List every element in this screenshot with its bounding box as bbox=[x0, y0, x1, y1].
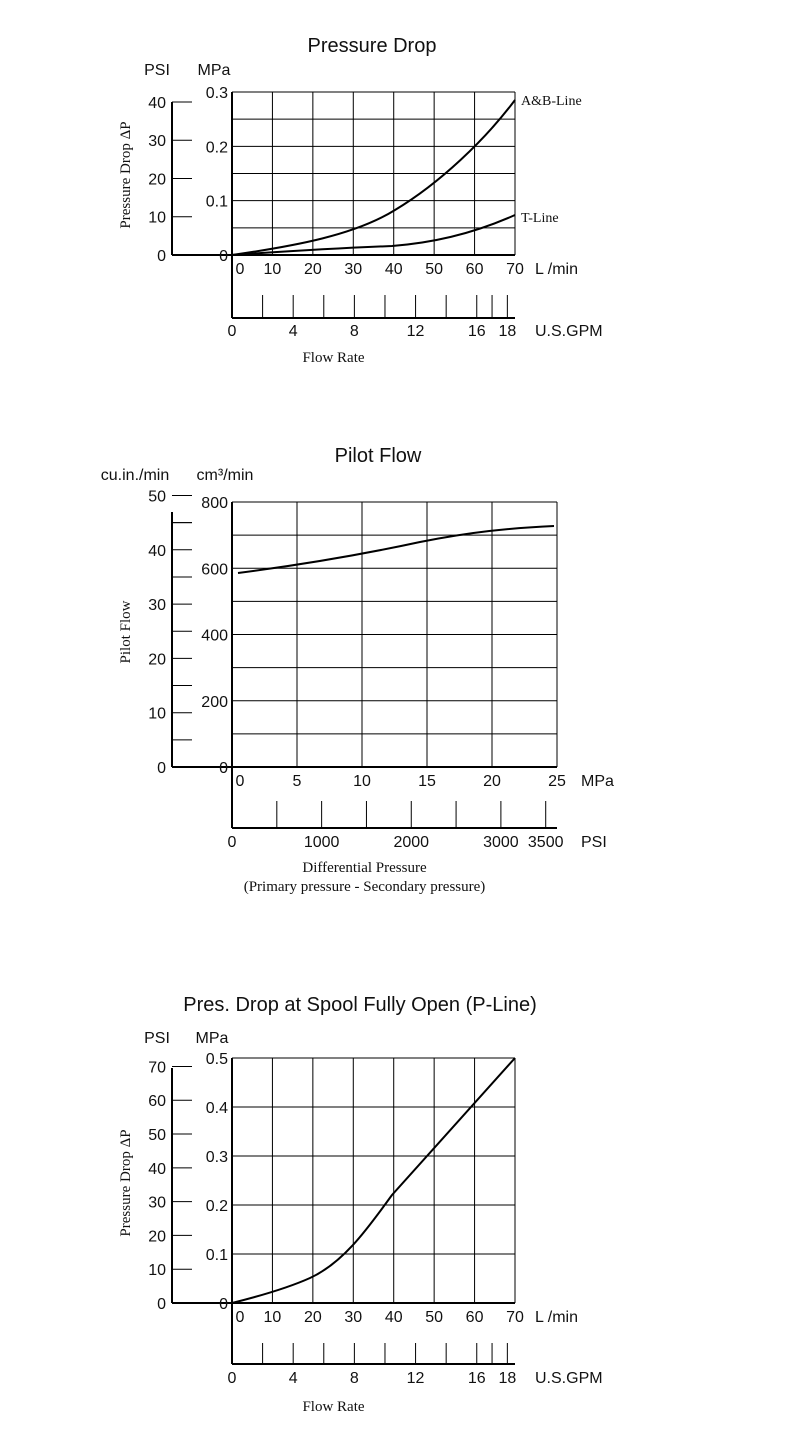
y-left-tick-label: 50 bbox=[148, 488, 166, 506]
y-tick-label: 0.4 bbox=[205, 1100, 228, 1117]
x-tick-label: 25 bbox=[548, 773, 566, 790]
y-axis-title: Pressure Drop ΔP bbox=[118, 121, 134, 229]
y-left-tick-label: 20 bbox=[148, 651, 166, 669]
x-tick-label: 60 bbox=[465, 1309, 484, 1326]
x-tick-label: 20 bbox=[483, 773, 501, 790]
y-unit-right: MPa bbox=[197, 62, 231, 79]
y-tick-label: 0.2 bbox=[205, 139, 228, 157]
x-axis-subtitle: (Primary pressure - Secondary pressure) bbox=[243, 879, 486, 895]
chart-title: Pilot Flow bbox=[334, 445, 422, 467]
y-left-tick-label: 70 bbox=[148, 1059, 166, 1077]
x-tick-label: 50 bbox=[425, 261, 444, 278]
y-left-tick-label: 20 bbox=[148, 1228, 166, 1246]
series-line-1 bbox=[232, 1058, 515, 1303]
x-unit-primary: L /min bbox=[535, 261, 578, 278]
x-tick-label: 70 bbox=[506, 261, 524, 278]
x-secondary-tick-label: 12 bbox=[406, 323, 425, 340]
y-tick-label: 800 bbox=[201, 495, 228, 512]
y-left-tick-label: 40 bbox=[148, 542, 166, 560]
y-tick-label: 0 bbox=[219, 248, 228, 265]
x-secondary-tick-label: 0 bbox=[227, 834, 237, 851]
x-secondary-tick-label: 2000 bbox=[393, 834, 430, 851]
y-tick-label: 0.3 bbox=[205, 1149, 228, 1166]
y-unit-left: PSI bbox=[144, 1030, 170, 1047]
x-tick-label: 50 bbox=[425, 1309, 444, 1326]
y-left-tick-label: 0 bbox=[157, 760, 166, 777]
x-secondary-tick-label: 0 bbox=[227, 1370, 237, 1387]
x-secondary-tick-label: 0 bbox=[227, 323, 237, 340]
y-tick-label: 0 bbox=[219, 760, 228, 777]
x-axis-title: Flow Rate bbox=[302, 350, 365, 366]
chart-title: Pressure Drop bbox=[307, 35, 437, 57]
chart-2 bbox=[101, 445, 614, 895]
y-left-tick-label: 30 bbox=[148, 597, 166, 615]
x-tick-label: 10 bbox=[263, 261, 282, 278]
series-line-1 bbox=[238, 526, 554, 573]
x-unit-secondary: U.S.GPM bbox=[535, 1370, 603, 1387]
x-tick-label: 10 bbox=[353, 773, 371, 790]
y-tick-label: 0.1 bbox=[205, 193, 228, 211]
x-secondary-tick-label: 1000 bbox=[303, 834, 340, 851]
x-axis-title: Differential Pressure bbox=[302, 860, 427, 876]
y-tick-label: 600 bbox=[201, 561, 228, 579]
x-secondary-tick-label: 12 bbox=[406, 1370, 425, 1387]
y-left-tick-label: 30 bbox=[148, 133, 166, 151]
x-axis-title: Flow Rate bbox=[302, 1399, 365, 1415]
x-tick-label: 15 bbox=[418, 773, 436, 790]
y-tick-label: 0 bbox=[219, 1296, 228, 1313]
x-secondary-tick-label: 3000 bbox=[483, 834, 519, 851]
y-tick-label: 0.1 bbox=[205, 1247, 228, 1264]
x-secondary-tick-label: 16 bbox=[467, 323, 486, 340]
y-unit-right: cm³/min bbox=[196, 467, 254, 484]
y-unit-left: PSI bbox=[144, 62, 170, 79]
y-unit-right: MPa bbox=[195, 1030, 229, 1047]
x-secondary-tick-label: 3500 bbox=[527, 834, 564, 851]
x-secondary-tick-label: 8 bbox=[349, 1370, 359, 1387]
x-unit-secondary: PSI bbox=[581, 834, 607, 851]
x-tick-label: 30 bbox=[344, 1309, 363, 1326]
chart-3 bbox=[118, 994, 603, 1415]
x-tick-label: 40 bbox=[384, 261, 403, 278]
x-tick-label: 60 bbox=[465, 261, 484, 278]
x-tick-label: 0 bbox=[235, 773, 245, 790]
y-left-tick-label: 40 bbox=[148, 94, 166, 112]
x-unit-secondary: U.S.GPM bbox=[535, 323, 603, 340]
x-secondary-tick-label: 4 bbox=[288, 323, 298, 340]
y-left-tick-label: 0 bbox=[157, 248, 166, 265]
y-left-tick-label: 20 bbox=[148, 171, 166, 189]
y-left-tick-label: 10 bbox=[148, 209, 166, 227]
x-secondary-tick-label: 16 bbox=[467, 1370, 486, 1387]
x-tick-label: 0 bbox=[235, 261, 245, 278]
chart-1 bbox=[118, 35, 603, 366]
y-axis-title: Pressure Drop ΔP bbox=[118, 1129, 134, 1237]
x-secondary-tick-label: 4 bbox=[288, 1370, 298, 1387]
x-tick-label: 20 bbox=[303, 261, 322, 278]
y-tick-label: 0.3 bbox=[205, 85, 228, 102]
y-tick-label: 200 bbox=[201, 693, 228, 711]
x-tick-label: 40 bbox=[384, 1309, 403, 1326]
y-left-tick-label: 0 bbox=[157, 1296, 166, 1313]
series-label: T-Line bbox=[521, 211, 559, 226]
series-label: A&B-Line bbox=[521, 94, 582, 109]
y-left-tick-label: 40 bbox=[148, 1160, 166, 1178]
x-secondary-tick-label: 18 bbox=[498, 323, 517, 340]
y-left-tick-label: 10 bbox=[148, 705, 166, 723]
y-left-tick-label: 30 bbox=[148, 1194, 166, 1212]
x-tick-label: 20 bbox=[303, 1309, 322, 1326]
y-left-tick-label: 10 bbox=[148, 1262, 166, 1280]
x-secondary-tick-label: 18 bbox=[498, 1370, 517, 1387]
x-tick-label: 0 bbox=[235, 1309, 245, 1326]
y-left-tick-label: 60 bbox=[148, 1093, 166, 1111]
x-tick-label: 10 bbox=[263, 1309, 282, 1326]
chart-title: Pres. Drop at Spool Fully Open (P-Line) bbox=[183, 994, 537, 1016]
y-axis-title: Pilot Flow bbox=[118, 600, 134, 664]
y-tick-label: 400 bbox=[201, 627, 228, 645]
y-left-tick-label: 50 bbox=[148, 1127, 166, 1145]
y-tick-label: 0.5 bbox=[205, 1051, 228, 1068]
x-unit-primary: MPa bbox=[581, 773, 614, 790]
y-tick-label: 0.2 bbox=[205, 1198, 228, 1215]
x-secondary-tick-label: 8 bbox=[349, 323, 359, 340]
y-unit-left: cu.in./min bbox=[100, 467, 170, 484]
x-tick-label: 70 bbox=[506, 1309, 524, 1326]
x-tick-label: 30 bbox=[344, 261, 363, 278]
x-tick-label: 5 bbox=[292, 773, 302, 790]
x-unit-primary: L /min bbox=[535, 1309, 578, 1326]
